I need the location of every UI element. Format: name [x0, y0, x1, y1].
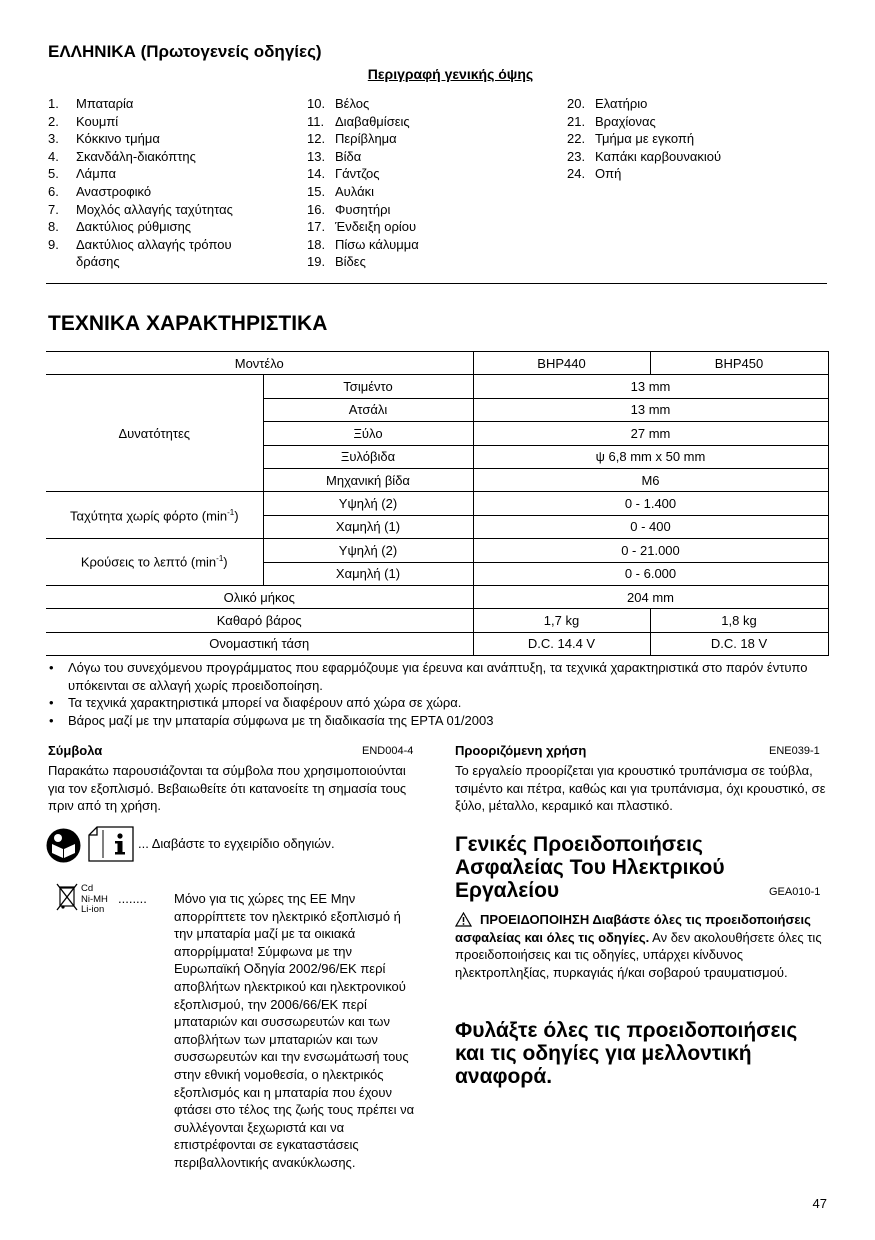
parts-column-2: [307, 95, 547, 271]
item-number: 10.: [307, 96, 326, 111]
capacity-label-cell: Μηχανική βίδα: [263, 468, 473, 491]
list-item: [48, 165, 288, 183]
list-item: [307, 201, 547, 219]
keep-instructions-title: Φυλάξτε όλες τις προειδοποιήσεις και τις οδηγίες για μελλοντική αναφορά.: [455, 1019, 798, 1088]
specs-title: ΤΕΧΝΙΚΑ ΧΑΡΑΚΤΗΡΙΣΤΙΚΑ: [48, 312, 328, 335]
bullet: •: [49, 660, 54, 675]
item-number: 24.: [567, 166, 586, 182]
list-item: [307, 218, 547, 236]
item-label: Οπή: [595, 166, 622, 182]
item-number: 19.: [307, 254, 326, 270]
note-text: Λόγω του συνεχόμενου προγράμματος που εφαρμόζουμε για έρευνα και ανάπτυξη, τα τεχνικά χαρακτηριστικά στο παρόν έντυπο υπόκεινται σε αλλαγή χωρίς προειδοποίηση.: [68, 660, 808, 693]
unit-close: ): [234, 507, 239, 523]
item-label: Βραχίονας: [595, 113, 656, 129]
item-number: 22.: [567, 131, 586, 147]
section-divider: [46, 283, 827, 284]
warning-text: Αν δεν ακολουθήσετε όλες τις προειδοποιήσεις και τις οδηγίες, υπάρχει κίνδυνος ηλεκτροπληξίας, πυρκαγιάς ή/και σοβαρού τραυματισμού.: [455, 929, 822, 980]
item-label: Κόκκινο τμήμα: [76, 131, 160, 147]
rated-voltage-cell: D.C. 14.4 V: [473, 632, 650, 655]
blows-low-label-cell: Χαμηλή (1): [263, 562, 473, 585]
list-item: [307, 165, 547, 183]
general-warnings-code: GEA010-1: [769, 886, 821, 898]
list-item: [567, 113, 807, 131]
item-number: 6.: [48, 183, 59, 199]
item-number: 4.: [48, 148, 59, 164]
list-item: [48, 113, 288, 131]
item-number: 2.: [48, 113, 59, 129]
item-number: 5.: [48, 166, 59, 182]
item-label: Αυλάκι: [335, 183, 374, 199]
symbols-title: Σύμβολα: [48, 743, 103, 758]
item-number: 18.: [307, 236, 326, 252]
battery-type-label: Cd: [81, 883, 94, 894]
item-label: Δακτύλιος ρύθμισης: [76, 219, 192, 235]
parts-column-3: [567, 95, 807, 183]
item-number: 15.: [307, 183, 326, 199]
item-label: Γάντζος: [335, 166, 380, 182]
symbols-intro: Παρακάτω παρουσιάζονται τα σύμβολα που χρησιμοποιούνται για τον εξοπλισμό. Βεβαιωθείτε ότι κατανοείτε τη σημασία τους πριν από τη χρήση.: [48, 763, 407, 814]
warning-paragraph: [455, 911, 827, 981]
warning-bold-text: ΠΡΟΕΙΔΟΠΟΙΗΣΗ Διαβάστε όλες τις προειδοποιήσεις ασφαλείας και όλες τις οδηγίες.: [455, 912, 811, 945]
table-row: [46, 375, 828, 398]
model-cell: BHP440: [473, 352, 650, 375]
item-label: Σκανδάλη-διακόπτης: [76, 148, 196, 164]
item-number: 16.: [307, 201, 326, 217]
item-label: Ελατήριο: [595, 96, 648, 111]
list-item: [48, 130, 288, 148]
capacity-label-cell: Ξύλο: [263, 422, 473, 445]
list-item: [307, 253, 547, 271]
list-item: [48, 95, 288, 113]
table-row: [46, 352, 828, 375]
no-load-low-cell: 0 - 400: [473, 515, 828, 538]
item-number: 1.: [48, 96, 59, 111]
general-warnings-title: Γενικές Προειδοποιήσεις Ασφαλείας Του Ηλεκτρικού Εργαλείου: [455, 833, 725, 902]
intended-use-code: ENE039-1: [769, 745, 820, 757]
list-item: [307, 148, 547, 166]
rated-voltage-cell: D.C. 18 V: [650, 632, 828, 655]
item-number: 23.: [567, 148, 586, 164]
info-manual-icon: [88, 826, 134, 862]
item-label: Δακτύλιος αλλαγής τρόπου δράσης: [76, 236, 232, 270]
list-item: [46, 659, 831, 694]
capacity-value-cell: 13 mm: [473, 375, 828, 398]
list-item: [46, 712, 831, 730]
intended-use-text: Το εργαλείο προορίζεται για κρουστικό τρυπάνισμα σε τούβλα, τσιμέντο και πέτρα, καθώς και για τρυπάνισμα, όχι κρουστικό, σε ξύλο, μέταλλο, κεραμικό και πλαστικό.: [455, 763, 826, 814]
blows-low-cell: 0 - 6.000: [473, 562, 828, 585]
item-label: Βέλος: [335, 96, 370, 111]
note-text: Βάρος μαζί με την μπαταρία σύμφωνα με τη διαδικασία της EPTA 01/2003: [68, 712, 494, 728]
capacity-value-cell: 27 mm: [473, 422, 828, 445]
capacities-label-cell: Δυνατότητες: [46, 375, 263, 492]
item-label: Πίσω κάλυμμα: [335, 236, 419, 252]
item-label: Αναστροφικό: [76, 183, 152, 199]
battery-type-label: Li-ion: [81, 904, 105, 915]
table-row: [46, 492, 828, 515]
item-label: Καπάκι καρβουνακιού: [595, 148, 722, 164]
list-item: [48, 218, 288, 236]
item-label: Περίβλημα: [335, 131, 397, 147]
list-item: [48, 148, 288, 166]
capacity-value-cell: 13 mm: [473, 398, 828, 421]
blows-high-cell: 0 - 21.000: [473, 539, 828, 562]
battery-types: [81, 884, 108, 916]
no-load-speed-label-cell: [46, 492, 263, 539]
list-item: [567, 95, 807, 113]
blows-label-cell: [46, 539, 263, 586]
model-label-cell: Μοντέλο: [46, 352, 473, 375]
eu-disposal-text: Μόνο για τις χώρες της ΕΕ Μην απορρίπτετε τον ηλεκτρικό εξοπλισμό ή την μπαταρία μαζί με τα οικιακά απορρίμματα! Σύμφωνα με την Ευρωπαϊκή Οδηγία 2002/96/ΕΚ περί αποβλήτων ηλεκτρικού και ηλεκτρονικού εξοπλισμού, την 2006/66/ΕΚ περί μπαταριών και συσσωρευτών και των αποβλήτων των μπαταριών και των συσσωρευτών και την ενσωμάτωσή τους στην εθνική νομοθεσία, ο ηλεκτρικός εξοπλισμός και η μπαταρία που έχουν φτάσει στο τέλος της ζωής τους πρέπει να συλλέγονται ξεχωριστά και να επιστρέφονται σε εγκαταστάσεις περιβαλλοντικής ανακύκλωσης.: [174, 891, 415, 1170]
table-row: [46, 585, 828, 608]
read-manual-person-icon: [46, 828, 81, 863]
no-load-high-cell: 0 - 1.400: [473, 492, 828, 515]
capacity-label-cell: Τσιμέντο: [263, 375, 473, 398]
battery-type-label: Ni-MH: [81, 893, 108, 905]
item-label: Ένδειξη ορίου: [335, 219, 417, 235]
item-label: Βίδα: [335, 148, 362, 164]
bullet: •: [49, 695, 54, 711]
specifications-table: [46, 351, 829, 656]
item-label: Φυσητήρι: [335, 201, 391, 217]
speed-high-label-cell: Υψηλή (2): [263, 492, 473, 515]
overall-length-cell: 204 mm: [473, 585, 828, 608]
item-label: Κουμπί: [76, 113, 119, 129]
no-load-speed-label: Ταχύτητα χωρίς φόρτο (min: [69, 507, 228, 523]
table-row: [46, 609, 828, 632]
blows-high-label-cell: Υψηλή (2): [263, 539, 473, 562]
net-weight-cell: 1,8 kg: [650, 609, 828, 632]
eu-dots: ........: [118, 891, 147, 906]
spec-notes: [46, 659, 831, 729]
table-row: [46, 632, 828, 655]
item-number: 9.: [48, 236, 59, 252]
capacity-value-cell: ψ 6,8 mm x 50 mm: [473, 445, 828, 468]
item-number: 14.: [307, 166, 326, 182]
note-text: Τα τεχνικά χαρακτηριστικά μπορεί να διαφέρουν από χώρα σε χώρα.: [68, 695, 462, 711]
symbols-code: END004-4: [362, 745, 414, 757]
list-item: [307, 183, 547, 201]
item-number: 13.: [307, 148, 326, 164]
list-item: [307, 95, 547, 113]
list-item: [48, 183, 288, 201]
list-item: [567, 148, 807, 166]
model-cell: BHP450: [650, 352, 828, 375]
item-number: 7.: [48, 201, 59, 217]
table-row: [46, 539, 828, 562]
net-weight-cell: 1,7 kg: [473, 609, 650, 632]
blows-label: Κρούσεις το λεπτό (min: [80, 554, 217, 570]
item-number: 20.: [567, 96, 586, 111]
speed-low-label-cell: Χαμηλή (1): [263, 515, 473, 538]
overall-length-label-cell: Ολικό μήκος: [46, 585, 473, 608]
capacity-label-cell: Ατσάλι: [263, 398, 473, 421]
unit-superscript: -1: [216, 554, 224, 564]
item-label: Διαβαθμίσεις: [335, 113, 410, 129]
unit-close: ): [223, 554, 228, 570]
rated-voltage-label-cell: Ονομαστική τάση: [46, 632, 473, 655]
item-number: 8.: [48, 219, 59, 235]
net-weight-label-cell: Καθαρό βάρος: [46, 609, 473, 632]
bullet: •: [49, 712, 54, 728]
intended-use-title: Προοριζόμενη χρήση: [455, 743, 587, 758]
crossed-bin-icon: [56, 882, 78, 912]
list-item: [48, 201, 288, 219]
language-title: ΕΛΛΗΝΙΚΑ (Πρωτογενείς οδηγίες): [48, 42, 322, 61]
list-item: [46, 694, 831, 712]
item-number: 21.: [567, 113, 586, 129]
unit-superscript: -1: [227, 507, 235, 517]
overview-title: Περιγραφή γενικής όψης: [367, 66, 534, 82]
list-item: [307, 113, 547, 131]
list-item: [307, 236, 547, 254]
read-manual-text: ... Διαβάστε το εγχειρίδιο οδηγιών.: [138, 836, 335, 851]
item-number: 12.: [307, 131, 326, 147]
list-item: [567, 130, 807, 148]
list-item: [48, 236, 288, 271]
parts-column-1: [48, 95, 288, 271]
item-label: Μοχλός αλλαγής ταχύτητας: [76, 201, 233, 217]
capacity-label-cell: Ξυλόβιδα: [263, 445, 473, 468]
item-number: 11.: [307, 113, 325, 129]
item-label: Τμήμα με εγκοπή: [595, 131, 695, 147]
item-number: 3.: [48, 131, 59, 147]
item-number: 17.: [307, 219, 326, 235]
item-label: Μπαταρία: [76, 96, 134, 111]
item-label: Λάμπα: [76, 166, 116, 182]
item-label: Βίδες: [335, 254, 366, 270]
list-item: [567, 165, 807, 183]
page-number: 47: [812, 1196, 827, 1211]
capacity-value-cell: M6: [473, 468, 828, 491]
list-item: [307, 130, 547, 148]
